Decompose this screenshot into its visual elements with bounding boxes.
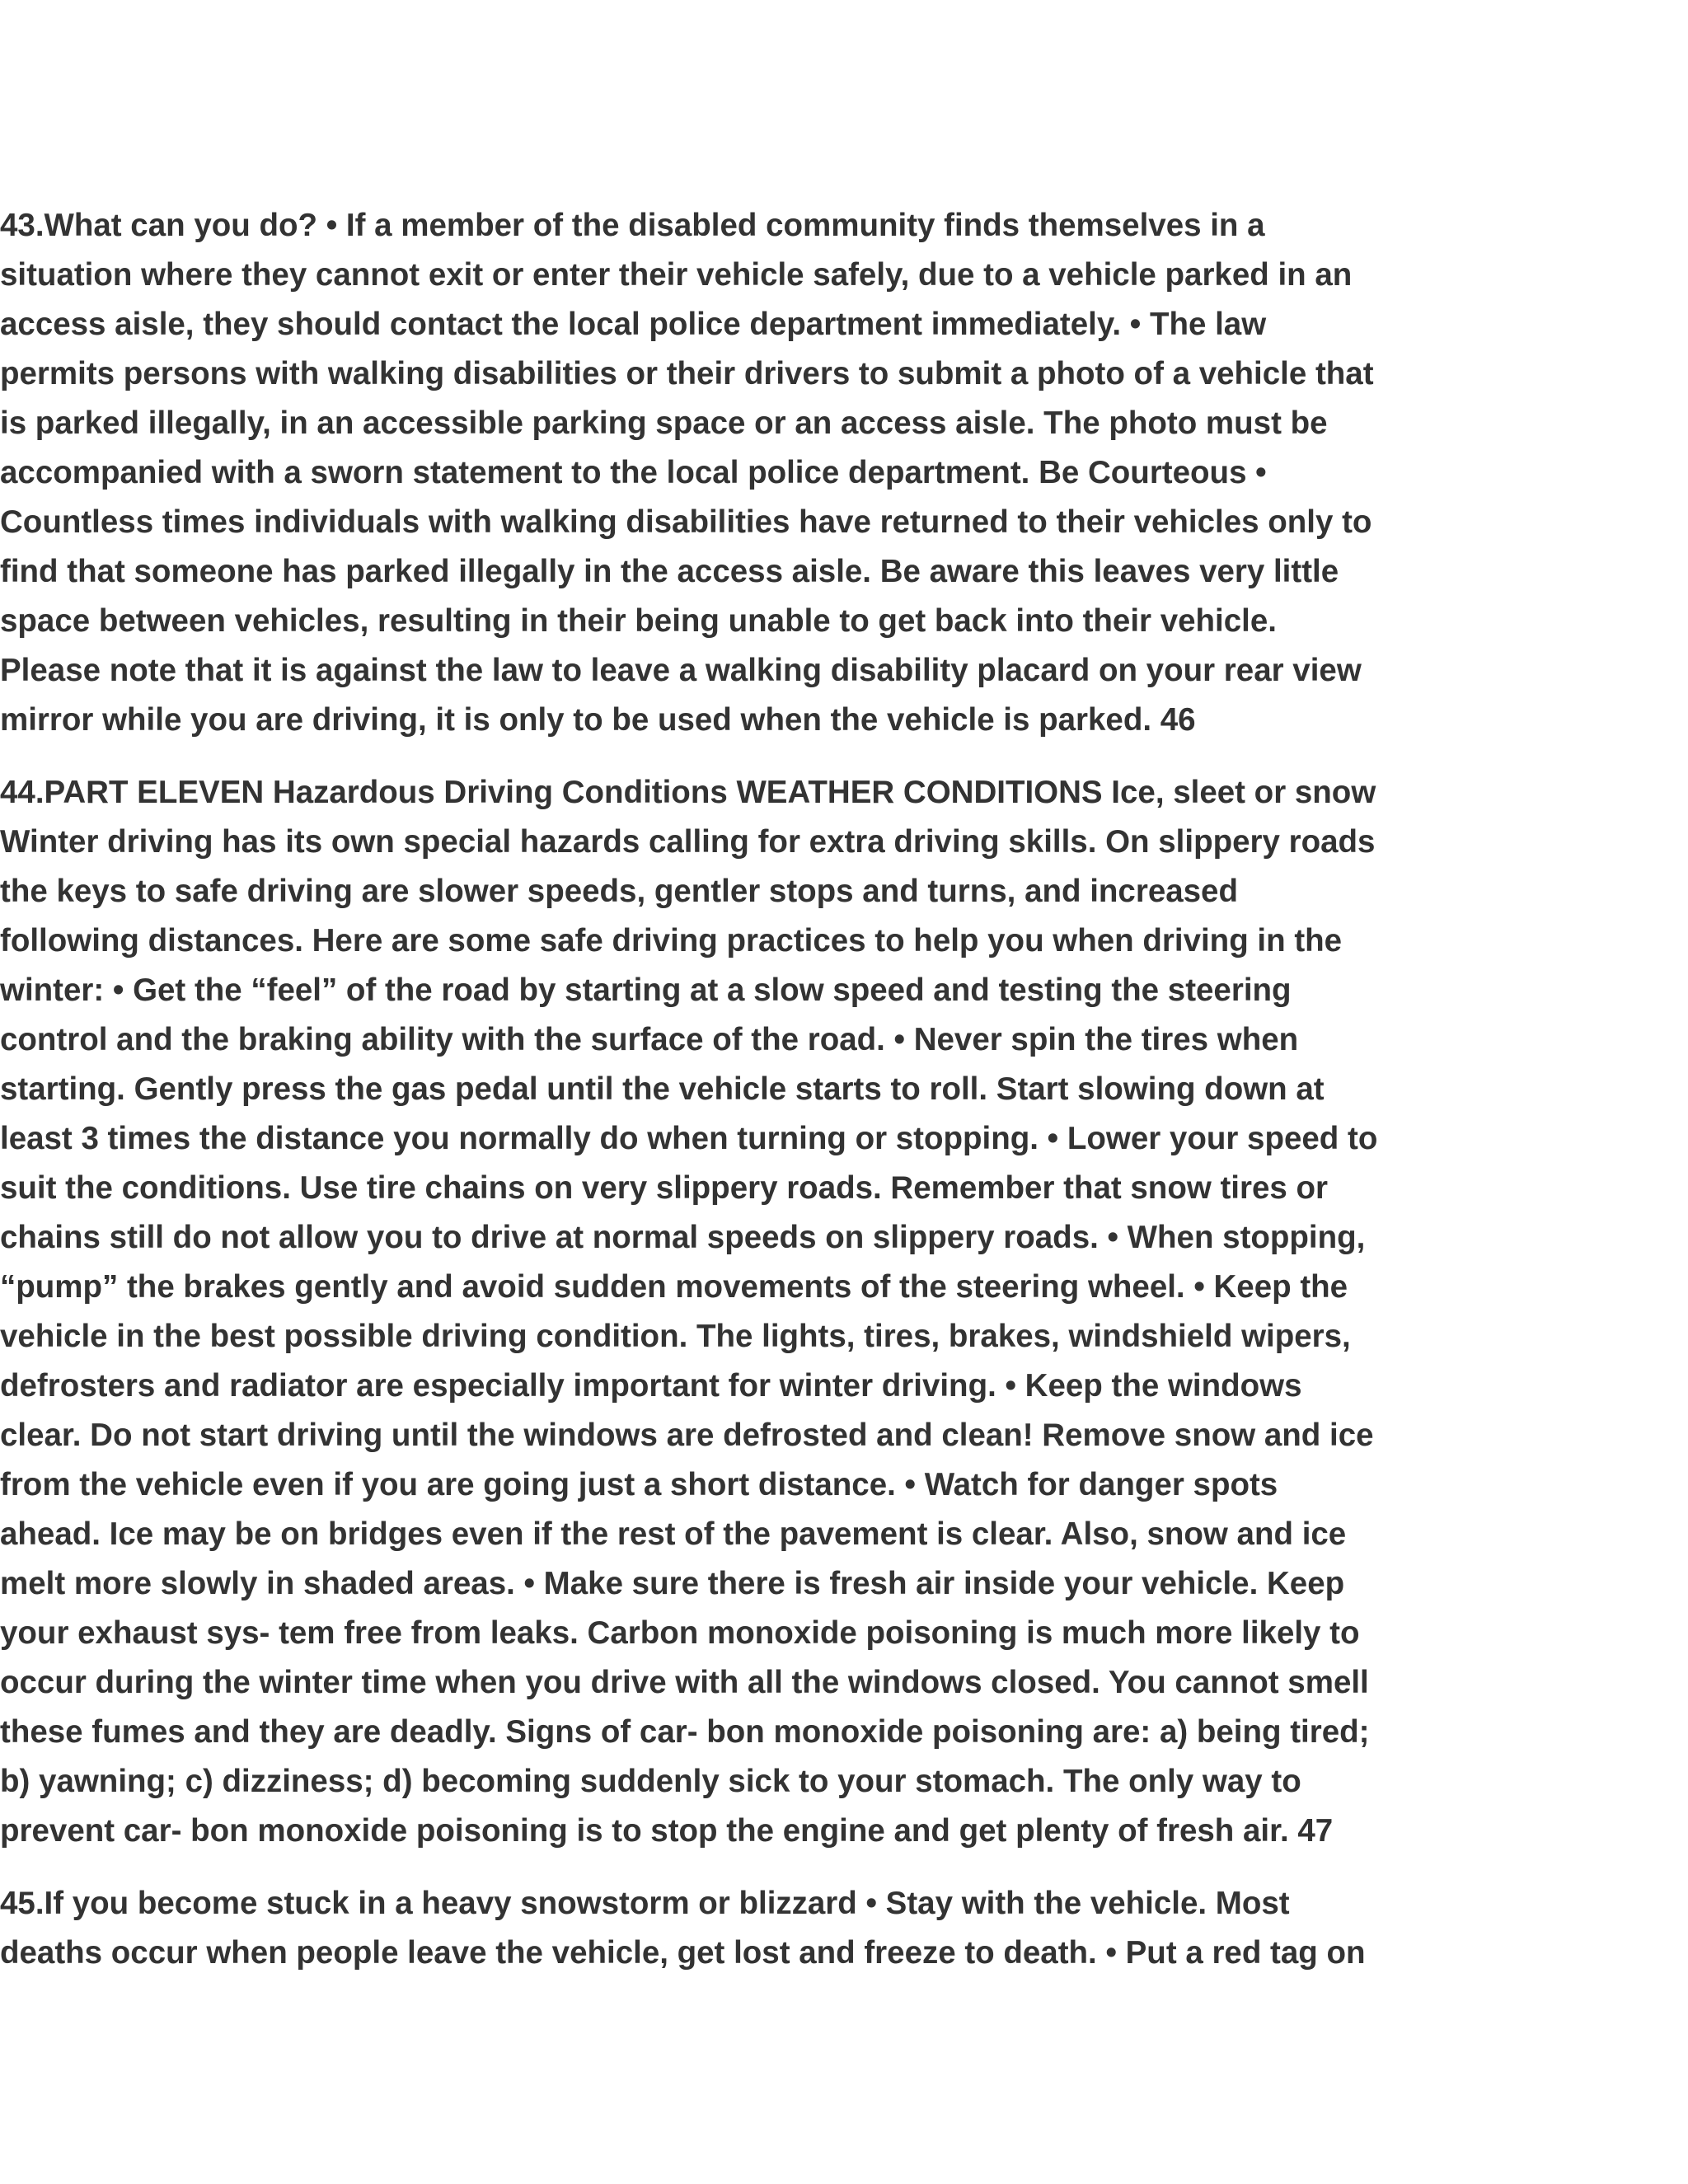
text-line: winter: • Get the “feel” of the road by starting at a slow speed and testing the steering (0, 972, 1292, 1008)
text-line: the keys to safe driving are slower speeds, gentler stops and turns, and increased (0, 874, 1238, 909)
text-line: prevent car- bon monoxide poisoning is to stop the engine and get plenty of fresh air. 47 (0, 1813, 1334, 1849)
text-line: situation where they cannot exit or enter their vehicle safely, due to a vehicle parked in an (0, 257, 1353, 293)
text-line: mirror while you are driving, it is only to be used when the vehicle is parked. 46 (0, 702, 1196, 738)
text-line: melt more slowly in shaded areas. • Make sure there is fresh air inside your vehicle. Keep (0, 1566, 1345, 1601)
text-line: following distances. Here are some safe driving practices to help you when driving in the (0, 923, 1343, 958)
text-line: 43.What can you do? • If a member of the disabled community finds themselves in a (0, 208, 1265, 243)
text-line: find that someone has parked illegally in the access aisle. Be aware this leaves very little (0, 554, 1339, 589)
text-line: permits persons with walking disabilities or their drivers to submit a photo of a vehicle that (0, 356, 1374, 391)
paragraph-43 (0, 201, 1451, 745)
text-line: your exhaust sys- tem free from leaks. Carbon monoxide poisoning is much more likely to (0, 1615, 1360, 1651)
text-line: 44.PART ELEVEN Hazardous Driving Conditions WEATHER CONDITIONS Ice, sleet or snow (0, 775, 1376, 810)
text-line: Please note that it is against the law to leave a walking disability placard on your rear view (0, 653, 1362, 688)
text-line: chains still do not allow you to drive at normal speeds on slippery roads. • When stopping, (0, 1220, 1366, 1255)
text-line: from the vehicle even if you are going just a short distance. • Watch for danger spots (0, 1467, 1278, 1502)
text-line: vehicle in the best possible driving condition. The lights, tires, brakes, windshield wipers, (0, 1319, 1351, 1354)
text-line: b) yawning; c) dizziness; d) becoming suddenly sick to your stomach. The only way to (0, 1764, 1301, 1799)
text-line: “pump” the brakes gently and avoid sudden movements of the steering wheel. • Keep the (0, 1269, 1348, 1305)
text-line: ahead. Ice may be on bridges even if the rest of the pavement is clear. Also, snow and ice (0, 1516, 1347, 1552)
text-line: 45.If you become stuck in a heavy snowstorm or blizzard • Stay with the vehicle. Most (0, 1886, 1290, 1921)
text-line: defrosters and radiator are especially important for winter driving. • Keep the windows (0, 1368, 1302, 1404)
text-line: control and the braking ability with the surface of the road. • Never spin the tires when (0, 1022, 1299, 1057)
text-line: access aisle, they should contact the local police department immediately. • The law (0, 307, 1267, 342)
text-line: accompanied with a sworn statement to the local police department. Be Courteous • (0, 455, 1267, 490)
text-line: is parked illegally, in an accessible parking space or an access aisle. The photo must be (0, 405, 1328, 441)
paragraph-44 (0, 768, 1451, 1856)
text-line: these fumes and they are deadly. Signs of car- bon monoxide poisoning are: a) being tired; (0, 1714, 1370, 1750)
text-line: deaths occur when people leave the vehicle, get lost and freeze to death. • Put a red tag on (0, 1935, 1366, 1971)
text-line: occur during the winter time when you drive with all the windows closed. You cannot smell (0, 1665, 1369, 1700)
paragraph-45 (0, 1879, 1451, 1978)
text-line: space between vehicles, resulting in their being unable to get back into their vehicle. (0, 603, 1277, 639)
document-page (0, 201, 1451, 1978)
text-line: starting. Gently press the gas pedal until the vehicle starts to roll. Start slowing down at (0, 1071, 1325, 1107)
text-line: Winter driving has its own special hazards calling for extra driving skills. On slippery roads (0, 824, 1376, 860)
text-line: suit the conditions. Use tire chains on very slippery roads. Remember that snow tires or (0, 1170, 1329, 1206)
text-line: least 3 times the distance you normally do when turning or stopping. • Lower your speed to (0, 1121, 1378, 1156)
text-line: clear. Do not start driving until the windows are defrosted and clean! Remove snow and ice (0, 1418, 1374, 1453)
text-line: Countless times individuals with walking disabilities have returned to their vehicles only to (0, 504, 1372, 540)
